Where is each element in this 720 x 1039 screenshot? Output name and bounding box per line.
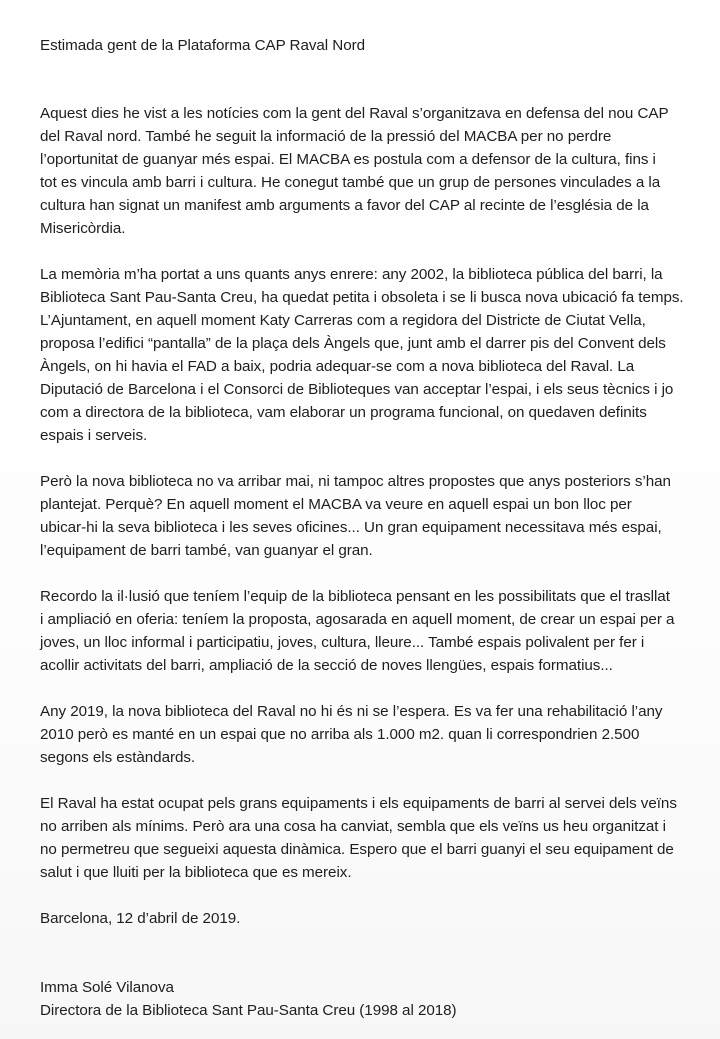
text-line: Biblioteca Sant Pau-Santa Creu, ha quedat petita i obsoleta i se li busca nova ubicació fa temps.: [40, 289, 684, 306]
text-line: cultura han signat un manifest amb arguments a favor del CAP al recinte de l’església de la: [40, 197, 649, 214]
text-line: i ampliació en oferia: teníem la proposta, agosarada en aquell moment, de crear un espai per a: [40, 611, 675, 628]
text-line: com a directora de la biblioteca, vam elaborar un programa funcional, on quedaven definits: [40, 404, 647, 421]
text-line: Recordo la il·lusió que teníem l’equip de la biblioteca pensant en les possibilitats que el trasllat: [40, 588, 670, 605]
text-line: Però la nova biblioteca no va arribar mai, ni tampoc altres propostes que anys posteriors s’han: [40, 473, 671, 490]
signature-name: Imma Solé Vilanova: [40, 979, 174, 996]
text-line: segons els estàndards.: [40, 749, 196, 766]
text-line: La memòria m’ha portat a uns quants anys enrere: any 2002, la biblioteca pública del barri, la: [40, 266, 663, 283]
text-line: 2010 però es manté en un espai que no arriba als 1.000 m2. quan li correspondrien 2.500: [40, 726, 640, 743]
text-line: joves, un lloc informal i participatiu, joves, cultura, lleure... També espais polivalent per fer i: [40, 634, 645, 651]
paragraph-3: [40, 470, 690, 562]
text-line: l’oportunitat de guanyar més espai. El MACBA es postula com a defensor de la cultura, fins i: [40, 151, 656, 168]
text-line: ubicar-hi la seva biblioteca i les seves oficines... Un gran equipament necessitava més espai,: [40, 519, 662, 536]
paragraph-4: [40, 585, 690, 677]
signature-title: Directora de la Biblioteca Sant Pau-Santa Creu (1998 al 2018): [40, 1002, 457, 1019]
signature-block: [40, 976, 690, 1022]
letter-greeting: Estimada gent de la Plataforma CAP Raval Nord: [40, 37, 366, 54]
paragraph-6: [40, 792, 690, 884]
text-line: espais i serveis.: [40, 427, 148, 444]
text-line: Misericòrdia.: [40, 220, 126, 237]
letter-date: Barcelona, 12 d’abril de 2019.: [40, 910, 241, 927]
text-line: plantejat. Perquè? En aquell moment el MACBA va veure en aquell espai un bon lloc per: [40, 496, 632, 513]
paragraph-5: [40, 700, 690, 769]
text-line: salut i que lluiti per la biblioteca que es mereix.: [40, 864, 352, 881]
text-line: del Raval nord. També he seguit la informació de la pressió del MACBA per no perdre: [40, 128, 612, 145]
text-line: tot es vincula amb barri i cultura. He conegut també que un grup de persones vinculades a la: [40, 174, 661, 191]
text-line: no permetreu que segueixi aquesta dinàmica. Espero que el barri guanyi el seu equipament de: [40, 841, 674, 858]
text-line: l’equipament de barri també, van guanyar el gran.: [40, 542, 373, 559]
text-line: Aquest dies he vist a les notícies com la gent del Raval s’organitzava en defensa del nou CAP: [40, 105, 669, 122]
text-line: El Raval ha estat ocupat pels grans equipaments i els equipaments de barri al servei dels veïns: [40, 795, 677, 812]
paragraph-1: [40, 102, 690, 240]
text-line: Diputació de Barcelona i el Consorci de Biblioteques van acceptar l’espai, i els seus tècnics i jo: [40, 381, 674, 398]
text-line: acollir activitats del barri, ampliació de la secció de noves llengües, espais formatius...: [40, 657, 613, 674]
text-line: proposa l’edifici “pantalla” de la plaça dels Àngels que, junt amb el darrer pis del Convent dels: [40, 335, 666, 352]
text-line: Any 2019, la nova biblioteca del Raval no hi és ni se l’espera. Es va fer una rehabilitació l’any: [40, 703, 663, 720]
text-line: no arriben als mínims. Però ara una cosa ha canviat, sembla que els veïns us heu organitzat i: [40, 818, 666, 835]
text-line: Àngels, on hi havia el FAD a baix, podria adequar-se com a nova biblioteca del Raval. La: [40, 358, 635, 375]
paragraph-2: [40, 263, 690, 447]
text-line: L’Ajuntament, en aquell moment Katy Carreras com a regidora del Districte de Ciutat Vella,: [40, 312, 646, 329]
